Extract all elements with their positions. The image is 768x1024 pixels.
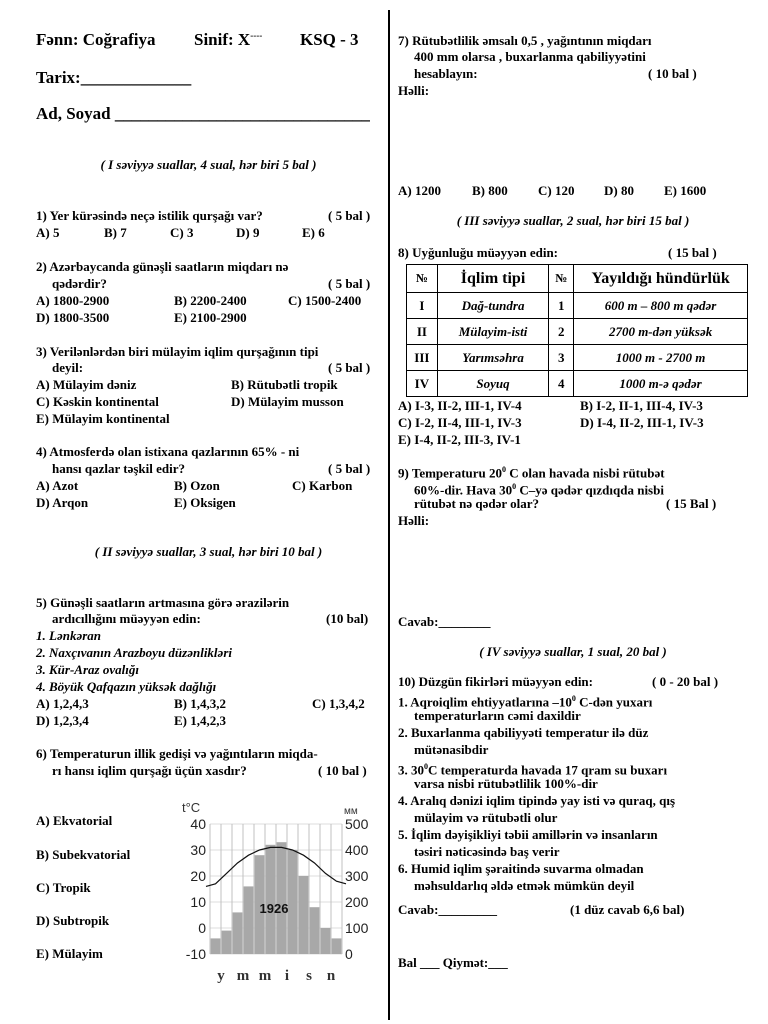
q10-s1a: 1. Aqroiqlim ehtiyyatlarına –10	[398, 694, 572, 710]
chart-precipitation-bar	[222, 931, 232, 954]
table-cell: 4	[549, 371, 574, 397]
q10-statement-2[interactable]: 2. Buxarlanma qabiliyyəti temperatur ilə düz	[398, 725, 649, 740]
q10-sup3: 0	[424, 762, 428, 771]
q10-statement-4[interactable]: 4. Aralıq dənizi iqlim tipində yay isti və quraq, qış	[398, 793, 676, 808]
chart-precipitation-bar	[332, 938, 342, 954]
q8-option-c[interactable]: C) I-2, II-4, III-1, IV-3	[398, 415, 522, 430]
name-field[interactable]: Ad, Soyad ______________________________	[36, 104, 370, 123]
table-header-row	[407, 265, 748, 293]
chart-precipitation-bar	[211, 938, 221, 954]
chart-right-tick-label: 400	[345, 842, 369, 858]
test-label: KSQ - 3	[300, 30, 359, 49]
q2-line2: qədərdir?	[52, 276, 107, 291]
chart-precipitation-bar	[277, 842, 287, 954]
q5-option-a[interactable]: A) 1,2,4,3	[36, 696, 89, 711]
chart-annual-precipitation: 1926	[259, 901, 289, 916]
q7-line1: 7) Rütubətlilik əmsalı 0,5 , yağıntının miqdarı	[398, 33, 652, 48]
q5-item-4: 4. Böyük Qafqazın yüksək dağlığı	[36, 679, 217, 694]
chart-right-tick-label: 200	[345, 894, 369, 910]
chart-right-tick-label: 300	[345, 868, 369, 884]
chart-precipitation-bar	[233, 912, 243, 954]
table-cell: 1000 m - 2700 m	[574, 345, 748, 371]
q4-option-c[interactable]: C) Karbon	[292, 478, 353, 493]
q10-statement-6[interactable]: 6. Humid iqlim şəraitində suvarma olmadan	[398, 861, 644, 876]
chart-month-label: m	[236, 968, 250, 984]
q2-option-b[interactable]: B) 2200-2400	[174, 293, 247, 308]
q10-answer-field[interactable]: Cavab:_________	[398, 902, 497, 917]
q5-line2: ardıcıllığını müəyyən edin:	[52, 611, 201, 626]
q10-statement-1-cont: temperaturların cəmi daxildir	[414, 708, 581, 723]
chart-left-tick-label: 30	[190, 842, 206, 858]
chart-precipitation-bar	[310, 907, 320, 954]
q10-note: (1 düz cavab 6,6 bal)	[570, 902, 685, 917]
q5-item-1: 1. Lənkəran	[36, 628, 101, 643]
table-cell: 2700 m-dən yüksək	[574, 319, 748, 345]
q5-item-2: 2. Naxçıvanın Arazboyu düzənlikləri	[36, 645, 232, 660]
q3-points: ( 5 bal )	[328, 360, 371, 375]
column-divider	[388, 10, 390, 1020]
q8-option-b[interactable]: B) I-2, II-1, III-4, IV-3	[580, 398, 703, 413]
q10-statement-5[interactable]: 5. İqlim dəyişikliyi təbii amillərin və insanların	[398, 827, 658, 842]
chart-right-axis-label: мм	[344, 806, 358, 817]
q7-option-e[interactable]: E) 1600	[664, 183, 707, 198]
q7-line2: 400 mm olarsa , buxarlanma qabiliyyətini	[414, 49, 646, 64]
table-header-height: Yayıldığı hündürlük	[574, 265, 748, 293]
table-cell: I	[407, 293, 438, 319]
q3-option-b[interactable]: B) Rütubətli tropik	[231, 377, 338, 392]
q4-line2: hansı qazlar təşkil edir?	[52, 461, 186, 476]
q3-line2: deyil:	[52, 360, 84, 375]
grade-label	[194, 30, 262, 50]
level2-title: ( II səviyyə suallar, 3 sual, hər biri 10 bal )	[94, 544, 323, 559]
q7-line3: hesablayın:	[414, 66, 478, 81]
table-cell: Mülayim-isti	[437, 319, 549, 345]
q9-solution-label: Həlli:	[398, 513, 430, 528]
q1-points: ( 5 bal )	[328, 208, 371, 223]
q4-option-b[interactable]: B) Ozon	[174, 478, 220, 493]
chart-month-label: y	[217, 968, 225, 984]
q3-line1: 3) Verilənlərdən biri mülayim iqlim qurşağının tipi	[36, 344, 319, 359]
table-row	[407, 345, 748, 371]
q9-line1a: 9) Temperaturu 20	[398, 465, 502, 481]
q8-matching-table	[406, 264, 748, 397]
subject-label: Fənn: Coğrafiya	[36, 30, 156, 49]
q10-points: ( 0 - 20 bal )	[652, 674, 719, 689]
table-header-climate: İqlim tipi	[437, 265, 549, 293]
table-cell: Soyuq	[437, 371, 549, 397]
q6-option-e[interactable]: E) Mülayim	[36, 946, 103, 961]
q10-statement-4-cont: mülayim və rütubətli olur	[414, 810, 558, 825]
chart-left-ticks	[186, 816, 206, 962]
table-cell: 3	[549, 345, 574, 371]
q7-option-d[interactable]: D) 80	[604, 183, 634, 198]
score-grade-field[interactable]: Bal ___ Qiymət:___	[398, 955, 508, 970]
q10-sup1: 0	[571, 694, 576, 703]
q4-option-a[interactable]: A) Azot	[36, 478, 79, 493]
chart-left-axis-label: t°C	[182, 800, 201, 815]
table-cell: 2	[549, 319, 574, 345]
q8-points: ( 15 bal )	[668, 245, 717, 260]
q10-s3b: C temperaturda havada 17 qram su buxarı	[428, 762, 668, 778]
q2-points: ( 5 bal )	[328, 276, 371, 291]
level1-title: ( I səviyyə suallar, 4 sual, hər biri 5 bal )	[100, 157, 317, 172]
q5-item-3: 3. Kür-Araz ovalığı	[36, 662, 139, 677]
q4-points: ( 5 bal )	[328, 461, 371, 476]
q9-line1b: C olan havada nisbi rütubət	[506, 465, 665, 481]
q2-option-e[interactable]: E) 2100-2900	[174, 310, 247, 325]
table-row	[407, 293, 748, 319]
q10-statement-5-cont: təsiri nəticəsində baş verir	[414, 844, 560, 859]
q5-option-b[interactable]: B) 1,4,3,2	[174, 696, 226, 711]
q10-statement-3-cont: varsa nisbi rütubətlilik 100%-dir	[414, 776, 598, 791]
q4-option-e[interactable]: E) Oksigen	[174, 495, 236, 510]
chart-month-label: i	[284, 968, 290, 984]
q6-option-c[interactable]: C) Tropik	[36, 880, 91, 895]
chart-right-tick-label: 0	[345, 946, 353, 962]
climate-chart	[176, 800, 376, 990]
chart-precipitation-bar	[288, 850, 298, 954]
q9-line3: rütubət nə qədər olar?	[414, 496, 540, 511]
q7-option-c[interactable]: C) 120	[538, 183, 575, 198]
q7-option-b[interactable]: B) 800	[472, 183, 508, 198]
table-cell: Dağ-tundra	[437, 293, 549, 319]
q3-option-a[interactable]: A) Mülayim dəniz	[36, 377, 137, 392]
q2-option-d[interactable]: D) 1800-3500	[36, 310, 110, 325]
q9-line2a: 60%-dir. Hava 30	[414, 482, 513, 498]
q3-option-d[interactable]: D) Mülayim musson	[231, 394, 344, 409]
q1-option-d[interactable]: D) 9	[236, 225, 260, 240]
table-cell: IV	[407, 371, 438, 397]
grade-text: Sinif: X	[194, 30, 251, 49]
q8-option-d[interactable]: D) I-4, II-2, III-1, IV-3	[580, 415, 704, 430]
table-cell: 600 m – 800 m qədər	[574, 293, 748, 319]
table-row	[407, 371, 748, 397]
q2-option-a[interactable]: A) 1800-2900	[36, 293, 110, 308]
q1-option-b[interactable]: B) 7	[104, 225, 127, 240]
chart-left-tick-label: 40	[190, 816, 206, 832]
table-cell: Yarımsəhra	[437, 345, 549, 371]
chart-precipitation-bar	[266, 845, 276, 954]
q5-points: (10 bal)	[326, 611, 369, 626]
chart-precipitation-bar	[244, 886, 254, 954]
q1-option-a[interactable]: A) 5	[36, 225, 60, 240]
table-header-no1: №	[407, 265, 438, 293]
q7-solution-label: Həlli:	[398, 83, 430, 98]
q2-option-c[interactable]: C) 1500-2400	[288, 293, 362, 308]
q6-line2: rı hansı iqlim qurşağı üçün xasdır?	[52, 763, 247, 778]
q6-option-b[interactable]: B) Subekvatorial	[36, 847, 131, 862]
q5-option-e[interactable]: E) 1,4,2,3	[174, 713, 226, 728]
q8-option-e[interactable]: E) I-4, II-2, III-3, IV-1	[398, 432, 521, 447]
q10-statement-2-cont: mütənasibdir	[414, 742, 489, 757]
chart-month-label: m	[258, 968, 272, 984]
table-cell: III	[407, 345, 438, 371]
q9-answer-field[interactable]: Cavab:________	[398, 614, 491, 629]
chart-precipitation-bar	[299, 876, 309, 954]
table-cell: 1	[549, 293, 574, 319]
table-header-no2: №	[549, 265, 574, 293]
q4-line1: 4) Atmosferdə olan istixana qazlarının 65% - ni	[36, 444, 300, 459]
level4-title: ( IV səviyyə suallar, 1 sual, 20 bal )	[479, 644, 667, 659]
q3-option-e[interactable]: E) Mülayim kontinental	[36, 411, 170, 426]
q10-statement-6-cont: məhsuldarlıq əldə etmək mümkün deyil	[414, 878, 635, 893]
q3-option-c[interactable]: C) Kəskin kontinental	[36, 394, 159, 409]
q2-line1: 2) Azərbaycanda günəşli saatların miqdarı nə	[36, 259, 289, 274]
level3-title: ( III səviyyə suallar, 2 sual, hər biri 15 bal )	[456, 213, 690, 228]
q9-points: ( 15 Bal )	[666, 496, 717, 511]
q7-points: ( 10 bal )	[648, 66, 697, 81]
q8-option-a[interactable]: A) I-3, II-2, III-1, IV-4	[398, 398, 522, 413]
table-cell: II	[407, 319, 438, 345]
chart-precipitation-bar	[321, 928, 331, 954]
q10-text: 10) Düzgün fikirləri müəyyən edin:	[398, 674, 593, 689]
q5-option-c[interactable]: C) 1,3,4,2	[312, 696, 365, 711]
chart-month-labels	[217, 968, 336, 984]
q10-s3a: 3. 30	[398, 762, 424, 778]
chart-left-tick-label: -10	[185, 946, 206, 962]
table-cell: 1000 m-ə qədər	[574, 371, 748, 397]
chart-left-tick-label: 0	[198, 920, 206, 936]
q9-sup2: 0	[512, 482, 517, 491]
q5-option-d[interactable]: D) 1,2,3,4	[36, 713, 89, 728]
table-row	[407, 319, 748, 345]
chart-right-tick-label: 100	[345, 920, 369, 936]
chart-left-tick-label: 10	[190, 894, 206, 910]
chart-month-label: s	[306, 968, 312, 984]
date-field[interactable]: Tarix:_____________	[36, 68, 192, 87]
q9-line2b: C–yə qədər qızdıqda nisbi	[516, 482, 664, 498]
q6-option-a[interactable]: A) Ekvatorial	[36, 813, 113, 828]
q9-sup1: 0	[502, 465, 506, 474]
q10-s1b: C-dən yuxarı	[575, 694, 653, 710]
q1-option-e[interactable]: E) 6	[302, 225, 325, 240]
q6-line1: 6) Temperaturun illik gedişi və yağıntıların miqda-	[36, 746, 318, 761]
q6-option-d[interactable]: D) Subtropik	[36, 913, 110, 928]
q1-text: 1) Yer kürəsində neçə istilik qurşağı var?	[36, 208, 263, 223]
chart-left-tick-label: 20	[190, 868, 206, 884]
chart-right-ticks	[345, 816, 369, 962]
grade-sup: ----	[250, 30, 263, 41]
q6-points: ( 10 bal )	[318, 763, 367, 778]
q7-option-a[interactable]: A) 1200	[398, 183, 441, 198]
q5-line1: 5) Günəşli saatların artmasına görə ərazilərin	[36, 595, 290, 610]
q8-text: 8) Uyğunluğu müəyyən edin:	[398, 245, 558, 260]
q4-option-d[interactable]: D) Arqon	[36, 495, 89, 510]
chart-month-label: n	[326, 968, 336, 984]
q1-option-c[interactable]: C) 3	[170, 225, 194, 240]
chart-right-tick-label: 500	[345, 816, 369, 832]
